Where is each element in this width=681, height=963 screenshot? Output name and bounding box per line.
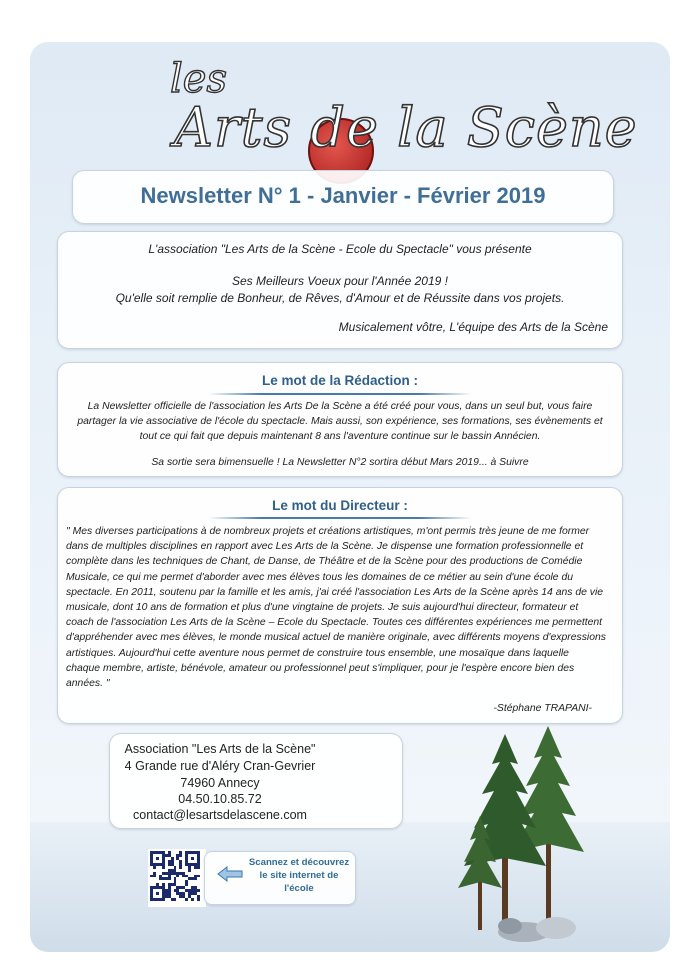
qr-module bbox=[197, 898, 200, 901]
qr-module bbox=[191, 898, 194, 901]
directeur-line: dans de multiples disciplines en rapport avec Les Arts de la Scène. Je dispense une formation professionnelle et bbox=[66, 541, 584, 553]
redaction-line: partager la vie associative de l'école du spectacle. Mais aussi, son expérience, ses formations, ses évènements et bbox=[77, 416, 603, 428]
redaction-box bbox=[57, 362, 623, 477]
intro-line: Qu'elle soit remplie de Bonheur, de Rêves, d'Amour et de Réussite dans vos projets. bbox=[115, 291, 565, 305]
qr-module bbox=[194, 877, 197, 880]
directeur-line: années. " bbox=[66, 678, 110, 690]
qr-module bbox=[197, 889, 200, 892]
qr-module bbox=[197, 866, 200, 869]
scan-line: le site internet de bbox=[259, 870, 339, 881]
qr-module bbox=[156, 892, 159, 895]
redaction-line: La Newsletter officielle de l'association les Arts De la Scène a été créé pour vous, dans un seul but, vous faire bbox=[87, 401, 593, 412]
redaction-line: tout ce qui fait que depuis maintenant 8 ans l'aventure continue sur le bassin Annécien. bbox=[139, 431, 541, 443]
redaction-heading: Le mot de la Rédaction : bbox=[261, 373, 419, 388]
directeur-line: musicale, dont 10 ans de formation et plus d'une vingtaine de projets. Je suis aujourd'hui directeur, formateur et bbox=[66, 602, 579, 614]
intro-box bbox=[57, 231, 623, 349]
qr-module bbox=[179, 866, 182, 869]
qr-module bbox=[197, 875, 200, 878]
qr-module bbox=[185, 898, 188, 901]
directeur-line: chaque membre, artiste, bénévole, amateur ou professionnel peut s'impliquer, pour je l'espère encore bien des bbox=[66, 662, 575, 674]
directeur-line: d'appréhender avec mes élèves, le monde musical actuel de manière originale, avec différents moyens d'expressions bbox=[66, 632, 606, 644]
intro-line: L'association "Les Arts de la Scène - Ecole du Spectacle" vous présente bbox=[148, 242, 532, 256]
qr-module bbox=[185, 883, 188, 886]
directeur-heading: Le mot du Directeur : bbox=[272, 498, 408, 513]
qr-module bbox=[176, 875, 179, 878]
directeur-line: complète dans les techniques de Chant, de Danse, de Théâtre et de la Scène pour des productions de Comédie bbox=[66, 556, 583, 568]
scan-line: l'école bbox=[284, 883, 314, 894]
logo bbox=[150, 48, 638, 188]
title-box bbox=[72, 170, 614, 224]
address-name: Association "Les Arts de la Scène" bbox=[124, 742, 316, 756]
intro-line: Ses Meilleurs Voeux pour l'Année 2019 ! bbox=[232, 274, 448, 288]
qr-module bbox=[156, 857, 159, 860]
qr-code-icon[interactable] bbox=[148, 849, 206, 907]
pine-tree-illustration bbox=[438, 720, 628, 945]
redaction-text bbox=[58, 399, 622, 445]
qr-module bbox=[162, 898, 165, 901]
scan-line: Scannez et découvrez bbox=[248, 857, 350, 868]
logo-text-main: Arts de la Scène bbox=[174, 96, 638, 159]
qr-module bbox=[162, 866, 165, 869]
qr-module bbox=[191, 857, 194, 860]
qr-module bbox=[168, 877, 171, 880]
directeur-signature: -Stéphane TRAPANI- bbox=[493, 703, 592, 714]
directeur-line: Musicale, ce qui me permet d'aborder avec mes élèves tous les domaines de ce métier au sein d'une école du bbox=[66, 571, 574, 583]
address-street: 4 Grande rue d'Aléry Cran-Gevrier bbox=[124, 759, 316, 773]
arrow-left-icon bbox=[217, 866, 243, 882]
rocks bbox=[498, 917, 576, 942]
qr-module bbox=[153, 875, 156, 878]
address-email[interactable]: contact@lesartsdelascene.com bbox=[133, 808, 307, 822]
heading-underline bbox=[208, 393, 472, 395]
heading-underline bbox=[208, 517, 472, 519]
intro-signature: Musicalement vôtre, L'équipe des Arts de la Scène bbox=[338, 320, 608, 334]
logo-text-les: les bbox=[170, 56, 227, 102]
qr-module bbox=[174, 898, 177, 901]
qr-module bbox=[153, 866, 156, 869]
address-phone: 04.50.10.85.72 bbox=[178, 792, 262, 806]
directeur-line: coach de l'association Les Arts de la Scène – Ecole du Spectacle. Toutes ces différentes expériences me permettent bbox=[66, 617, 603, 629]
qr-module bbox=[179, 854, 182, 857]
qr-module bbox=[188, 869, 191, 872]
directeur-line: artistiques. Aujourd'hui cette aventure nous permet de construire tous ensemble, une mosaïque dans laquelle bbox=[66, 647, 569, 659]
directeur-box bbox=[57, 487, 623, 724]
directeur-text bbox=[66, 524, 618, 691]
directeur-line: " Mes diverses participations à de nombreux projets et créations artistiques, m'ont permis très jeune de me former bbox=[66, 526, 590, 537]
address-box bbox=[109, 733, 403, 829]
address-city: 74960 Annecy bbox=[180, 776, 260, 790]
newsletter-title: Newsletter N° 1 - Janvier - Février 2019 bbox=[140, 183, 546, 208]
directeur-line: spectacle. En 2011, soutenu par la famille et les amis, j'ai créé l'association Les Arts de la Scène après 14 ans de vie bbox=[66, 586, 604, 598]
redaction-note: Sa sortie sera bimensuelle ! La Newsletter N°2 sortira début Mars 2019... à Suivre bbox=[151, 457, 529, 468]
scan-text bbox=[244, 856, 354, 895]
